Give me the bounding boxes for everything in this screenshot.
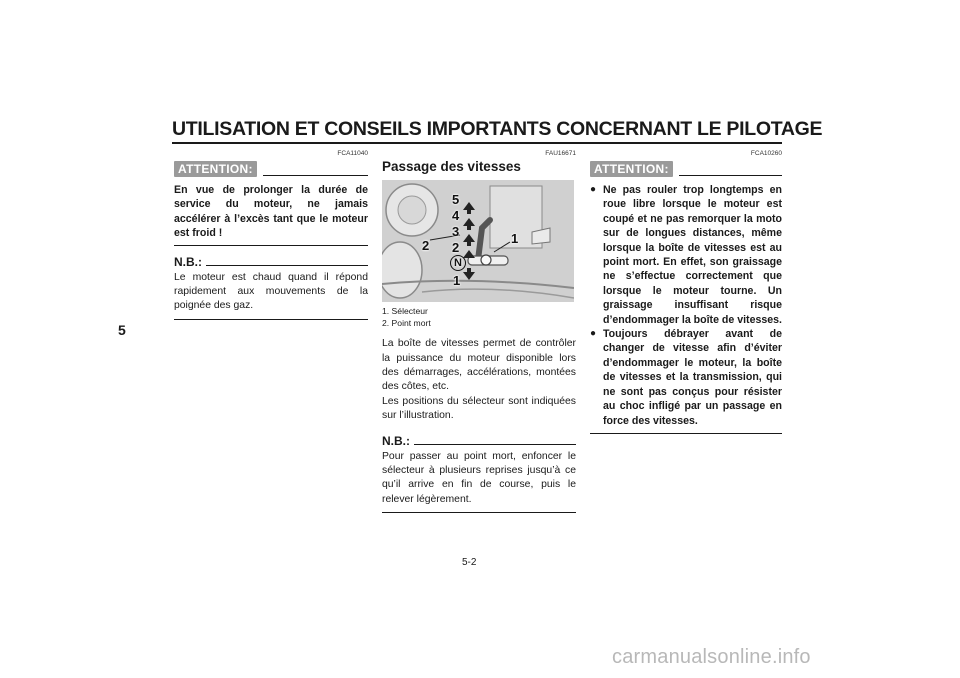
legend-item: 2. Point mort [382, 317, 431, 328]
bullet-text: Toujours débrayer avant de changer de vitesse afin d’éviter d’endommager le moteur, la boîte de vitesses et la transmission, qui ne sont pas conçus pour résister au choc infligé par un passage en force des vitesses. [603, 328, 782, 427]
body-paragraph: Les positions du sélecteur sont indiquées sur l’illustration. [382, 395, 576, 422]
figure-label-3: 3 [452, 224, 460, 239]
figure-label-1-gear: 1 [453, 273, 461, 288]
figure-callout-1: 1 [511, 231, 519, 246]
list-item [590, 327, 782, 428]
body-paragraph: La boîte de vitesses permet de contrôler la puissance du moteur disponible lors des démarrages, accélérations, montées des côtes, etc. [382, 338, 576, 393]
gear-shift-figure [382, 180, 574, 302]
attention-badge: ATTENTION: [174, 161, 257, 177]
figure-legend [382, 306, 576, 329]
attention-rule [263, 175, 368, 176]
attention-rule [679, 175, 782, 176]
chapter-tab: 5 [118, 322, 126, 338]
attention-text: En vue de prolonger la durée de service du moteur, ne jamais accélérer à l’excès tant que le moteur est froid ! [174, 184, 368, 240]
figure-callout-2: 2 [422, 238, 430, 253]
nb-rule [206, 265, 368, 266]
nb-text: Le moteur est chaud quand il répond rapidement aux mouvements de la poignée des gaz. [174, 271, 368, 312]
list-item [590, 183, 782, 327]
nb-heading [174, 255, 368, 269]
attention-end-rule [590, 433, 782, 435]
left-column [174, 150, 368, 320]
bullet-icon: ● [590, 184, 597, 195]
nb-rule [414, 444, 576, 445]
figure-label-2-gear: 2 [452, 240, 460, 255]
figure-label-5: 5 [452, 192, 460, 207]
bullet-text: Ne pas rouler trop longtemps en roue libre lorsque le moteur est coupé et ne pas remorquer la moto sur de longues distances, même lorsque la boîte de vitesses est au point mort. En effet, son graissage ne s’effectue correctement que lorsque le moteur tourne. Un graissage insuffisant risque d’endommager la boîte de vitesses. [603, 184, 782, 326]
right-column [590, 150, 782, 434]
page-number: 5-2 [462, 557, 477, 568]
page-title: UTILISATION ET CONSEILS IMPORTANTS CONCERNANT LE PILOTAGE [172, 118, 823, 140]
attention-ref: FCA11040 [337, 150, 368, 157]
section-title: Passage des vitesses [382, 159, 521, 174]
attention-ref: FCA10260 [750, 150, 782, 157]
attention-heading [590, 157, 782, 177]
attention-badge: ATTENTION: [590, 161, 673, 177]
attention-end-rule [174, 245, 368, 246]
nb-text: Pour passer au point mort, enfoncer le sélecteur à plusieurs reprises jusqu’à ce qu’il arrive en fin de course, puis le relever légèrement. [382, 450, 576, 505]
title-rule [172, 142, 782, 144]
nb-end-rule [174, 319, 368, 320]
bullet-icon: ● [590, 328, 597, 340]
section-ref: FAU16671 [545, 150, 576, 157]
nb-heading [382, 434, 576, 448]
figure-label-neutral: N [450, 255, 466, 271]
legend-item: 1. Sélecteur [382, 306, 428, 316]
nb-end-rule [382, 512, 576, 513]
attention-bullet-list [590, 183, 782, 428]
watermark: carmanualsonline.info [612, 646, 811, 668]
nb-label: N.B.: [174, 254, 202, 269]
gear-shift-illustration [382, 180, 574, 302]
figure-label-4: 4 [452, 208, 460, 223]
middle-column [382, 150, 576, 513]
attention-heading [174, 157, 368, 177]
nb-label: N.B.: [382, 433, 410, 448]
